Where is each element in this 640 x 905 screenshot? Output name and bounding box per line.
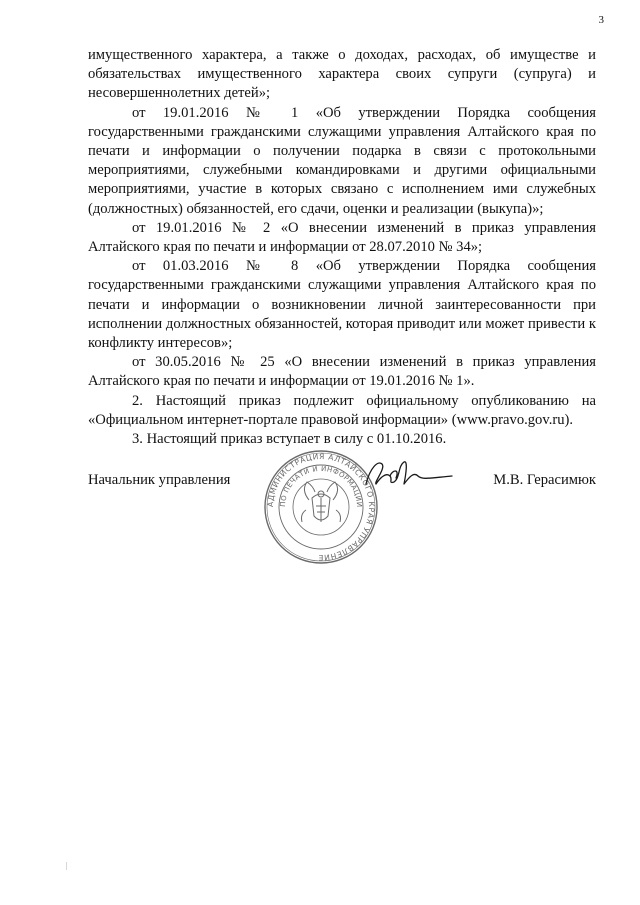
document-body: [88, 46, 596, 449]
position-title: Начальник управления: [88, 472, 231, 488]
paragraph-order-1: от 19.01.2016 № 1 «Об утверждении Порядка сообщения государственными гражданскими служащими управления Алтайского края по печати и информации о получении подарка в связи с протокольными мероприятиями, служебными командировками и другими официальными мероприятиями, участие в которых связано с исполнением ими служебных (должностных) обязанностей, его сдачи, оценки и реализации (выкупа)»;: [88, 104, 596, 217]
paragraph-order-2: от 19.01.2016 № 2 «О внесении изменений в приказ управления Алтайского края по печати и информации от 28.07.2010 № 34»;: [88, 219, 596, 256]
signer-name: М.В. Герасимюк: [493, 472, 596, 488]
seal-inner-text: ПО ПЕЧАТИ И ИНФОРМАЦИИ: [278, 464, 364, 508]
paragraph-item-2: 2. Настоящий приказ подлежит официальному опубликованию на «Официальном интернет-портале правовой информации» (www.pravo.gov.ru).: [88, 392, 596, 428]
signature-block: [88, 448, 596, 568]
handwritten-signature: [360, 454, 456, 494]
paragraph-continuation: имущественного характера, а также о доходах, расходах, об имуществе и обязательствах имущественного характера своих супруги (супруга) и несовершеннолетних детей»;: [88, 47, 596, 102]
coat-of-arms-icon: [302, 482, 341, 522]
scan-artifact: [66, 862, 67, 870]
seal-outer-text: АДМИНИСТРАЦИЯ АЛТАЙСКОГО КРАЯ УПРАВЛЕНИЕ: [265, 451, 377, 563]
paragraph-order-8: от 01.03.2016 № 8 «Об утверждении Порядка сообщения государственными гражданскими служащими управления Алтайского края по печати и информации о возникновении личной заинтересованности при исполнении должностных обязанностей, которая приводит или может привести к конфликту интересов»;: [88, 258, 596, 352]
paragraph-order-25: от 30.05.2016 № 25 «О внесении изменений в приказ управления Алтайского края по печати и информации от 19.01.2016 № 1».: [88, 354, 596, 390]
paragraph-item-3: 3. Настоящий приказ вступает в силу с 01.10.2016.: [132, 431, 447, 448]
page-number: 3: [598, 14, 604, 26]
